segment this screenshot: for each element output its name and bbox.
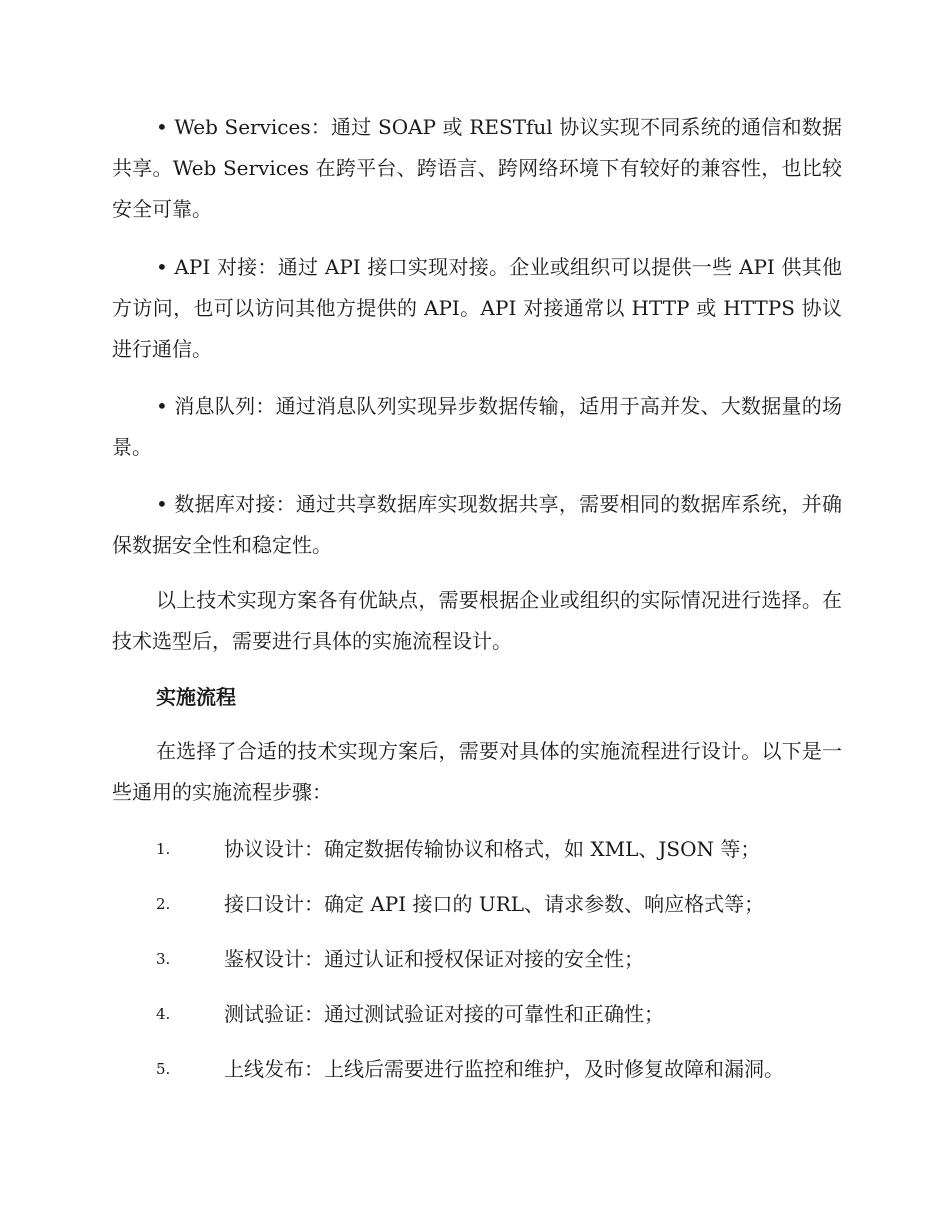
list-text: 协议设计：确定数据传输协议和格式，如 XML、JSON 等； <box>224 837 761 861</box>
list-number: 3. <box>156 950 171 968</box>
list-number: 1. <box>156 840 171 858</box>
paragraph-summary: 以上技术实现方案各有优缺点，需要根据企业或组织的实际情况进行选择。在技术选型后，需要进行具体的实施流程设计。 <box>112 588 842 653</box>
list-item <box>156 829 846 870</box>
list-number: 2. <box>156 895 171 913</box>
list-text: 测试验证：通过测试验证对接的可靠性和正确性； <box>224 1002 664 1026</box>
list-item <box>156 939 846 980</box>
list-text: 上线发布：上线后需要进行监控和维护，及时修复故障和漏洞。 <box>224 1057 784 1081</box>
list-item <box>156 884 846 925</box>
list-number: 5. <box>156 1060 171 1078</box>
list-number: 4. <box>156 1005 171 1023</box>
paragraph-message-queue: • 消息队列：通过消息队列实现异步数据传输，适用于高并发、大数据量的场景。 <box>112 394 842 459</box>
section-heading: 实施流程 <box>156 685 236 709</box>
list-item <box>156 994 846 1035</box>
section-intro: 在选择了合适的技术实现方案后，需要对具体的实施流程进行设计。以下是一些通用的实施流程步骤： <box>112 739 842 804</box>
paragraph-database: • 数据库对接：通过共享数据库实现数据共享，需要相同的数据库系统，并确保数据安全性和稳定性。 <box>112 492 842 557</box>
list-text: 接口设计：确定 API 接口的 URL、请求参数、响应格式等； <box>224 892 765 916</box>
list-item <box>156 1049 846 1090</box>
list-text: 鉴权设计：通过认证和授权保证对接的安全性； <box>224 947 644 971</box>
paragraph-web-services: • Web Services：通过 SOAP 或 RESTful 协议实现不同系统的通信和数据共享。Web Services 在跨平台、跨语言、跨网络环境下有较好的兼容性，也比较安全可靠。 <box>112 115 842 221</box>
paragraph-api: • API 对接：通过 API 接口实现对接。企业或组织可以提供一些 API 供其他方访问，也可以访问其他方提供的 API。API 对接通常以 HTTP 或 HTTPS 协议进行通信。 <box>112 255 842 361</box>
